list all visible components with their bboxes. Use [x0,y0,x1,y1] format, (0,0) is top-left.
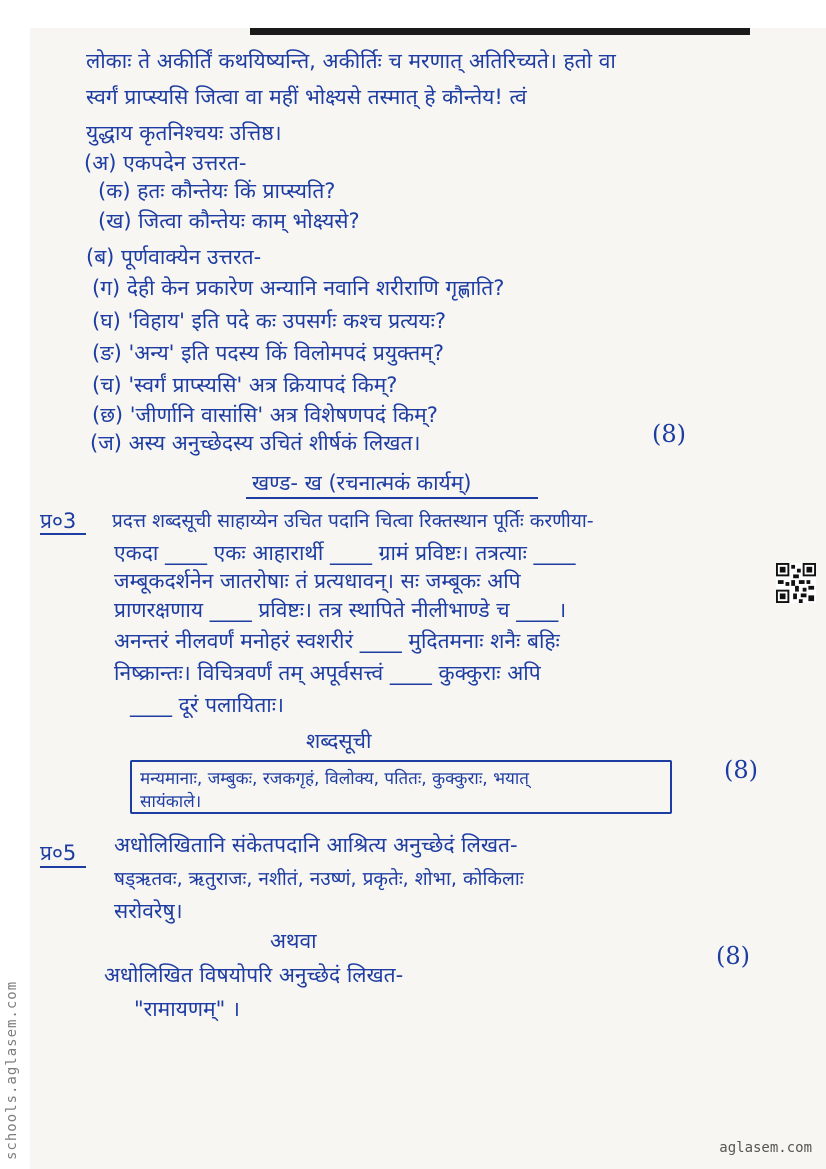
wordlist-line-1: मन्यमानाः, जम्बुकः, रजकगृहं, विलोक्य, पतितः, कुक्कुराः, भयात् [140,769,529,789]
marks-q3: (8) [724,756,758,784]
question-ka: (क) हतः कौन्तेयः किं प्राप्स्यति? [98,179,336,203]
question-ja: (ज) अस्य अनुच्छेदस्य उचितं शीर्षकं लिखत। [90,431,421,455]
q3-line-6: निष्क्रान्तः। विचित्रवर्णं तम् अपूर्वसत्त्वं ____ कुक्कुराः अपि [114,661,541,685]
question-nga: (ङ) 'अन्य' इति पदस्य किं विलोमपदं प्रयुक्तम्? [92,341,444,365]
q5-hint-words: षड्ऋतवः, ऋतुराजः, नशीतं, नउष्णं, प्रकृतेः, शोभा, कोकिलाः [114,868,524,890]
passage-line-1: लोकाः ते अकीर्तिं कथयिष्यन्ति, अकीर्तिः च मरणात् अतिरिच्यते। हतो वा [86,49,616,73]
section-kha-heading: खण्ड- ख (रचनात्मकं कार्यम्) [252,471,472,495]
q5-alt-instruction: अधोलिखित विषयोपरि अनुच्छेदं लिखत- [104,963,404,987]
question-chha: (छ) 'जीर्णानि वासांसि' अत्र विशेषणपदं किम्? [92,403,438,427]
question-gha: (घ) 'विहाय' इति पदे कः उपसर्गः कश्च प्रत्ययः? [92,309,446,333]
passage-line-3: युद्धाय कृतनिश्चयः उत्तिष्ठ। [86,121,282,145]
section-a-heading: (अ) एकपदेन उत्तरत- [84,151,247,175]
q5-number: प्र०5 [40,841,77,865]
footer-watermark: aglasem.com [719,1140,812,1156]
wordlist-box [130,760,672,814]
wordlist-heading: शब्दसूची [306,729,372,753]
q5-hint-words-end: सरोवरेषु। [114,899,183,923]
q5-number-underline [40,866,86,868]
passage-line-2: स्वर्गं प्राप्स्यसि जित्वा वा महीं भोक्ष्यसे तस्मात् हे कौन्तेय! त्वं [86,85,527,109]
q3-number-underline [40,533,86,535]
q3-line-7: ____ दूरं पलायिताः। [130,693,284,717]
marks-q5: (8) [716,942,750,970]
q3-number: प्र०3 [40,509,77,533]
q3-line-2: एकदा ____ एकः आहारार्थी ____ ग्रामं प्रविष्टः। तत्रत्याः ____ [114,541,576,565]
question-cha: (च) 'स्वर्गं प्राप्स्यसि' अत्र क्रियापदं किम्? [92,373,398,397]
qr-code-icon [776,563,816,603]
side-watermark: schools.aglasem.com [4,980,20,1160]
scan-top-band [250,28,750,35]
marks-q2: (8) [652,420,686,448]
q5-instruction: अधोलिखितानि संकेतपदानि आश्रित्य अनुच्छेदं लिखत- [114,833,518,857]
section-b-heading: (ब) पूर्णवाक्येन उत्तरत- [86,245,262,269]
section-heading-underline [246,497,538,499]
question-kha: (ख) जित्वा कौन्तेयः काम् भोक्ष्यसे? [98,209,360,233]
q3-line-5: अनन्तरं नीलवर्णं मनोहरं स्वशरीरं ____ मुदितमनाः शनैः बहिः [114,629,560,653]
question-ga: (ग) देही केन प्रकारेण अन्यानि नवानि शरीराणि गृह्णाति? [92,276,505,300]
q3-line-4: प्राणरक्षणाय ____ प्रविष्टः। तत्र स्थापिते नीलीभाण्डे च ____। [114,598,567,622]
wordlist-line-2: सायंकाले। [140,792,202,812]
q3-instruction: प्रदत्त शब्दसूची साहाय्येन उचित पदानि चित्वा रिक्तस्थान पूर्तिः करणीया- [112,510,594,532]
q5-or: अथवा [270,929,317,953]
q3-line-3: जम्बूकदर्शनेन जातरोषाः तं प्रत्यधावन्। सः जम्बूकः अपि [114,569,521,593]
q5-alt-topic: "रामायणम्" । [134,997,240,1021]
